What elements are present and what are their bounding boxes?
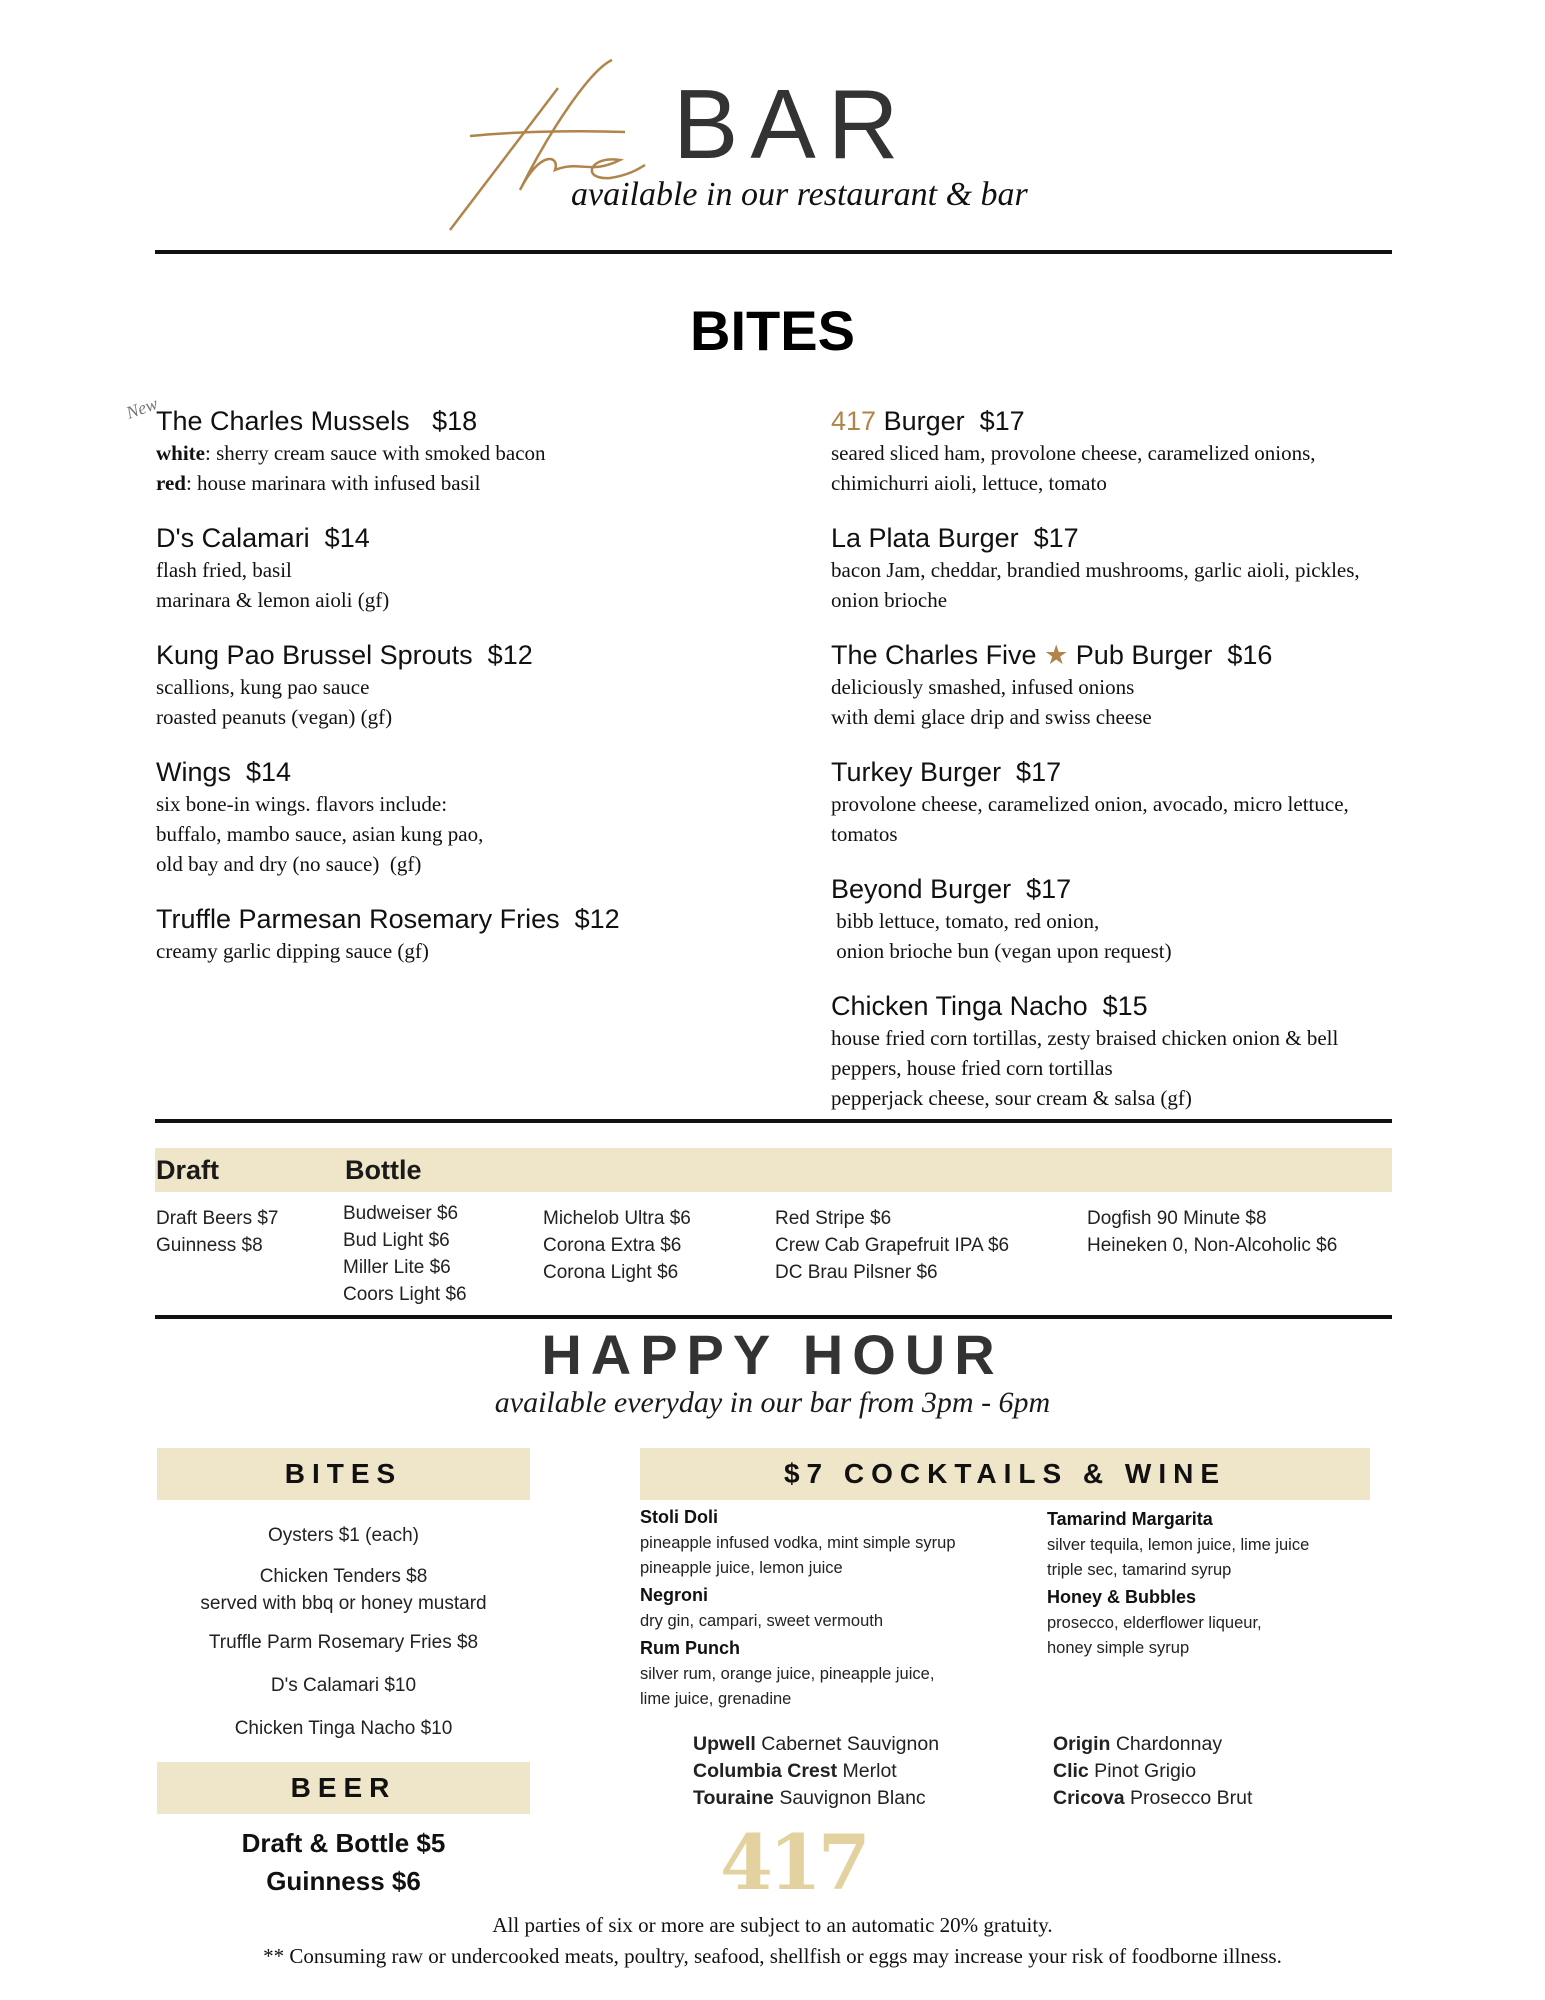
divider xyxy=(155,1119,1392,1123)
text: tomatos xyxy=(831,822,898,846)
text: Truffle Parmesan Rosemary Fries $12 xyxy=(156,904,620,934)
bold-label: Cricova xyxy=(1053,1787,1125,1809)
item-title xyxy=(831,989,1431,1023)
bold-label: Upwell xyxy=(693,1733,756,1755)
hh-bite-item: D's Calamari $10 xyxy=(270,1675,417,1696)
text: scallions, kung pao sauce xyxy=(156,675,370,699)
new-badge: New xyxy=(123,393,161,423)
text: peppers, house fried corn tortillas xyxy=(831,1056,1113,1080)
text: chimichurri aioli, lettuce, tomato xyxy=(831,471,1107,495)
beer-column xyxy=(156,1205,279,1259)
beer-item: Coors Light $6 xyxy=(343,1284,467,1305)
text: flash fried, basil xyxy=(156,558,292,582)
text: roasted peanuts (vegan) (gf) xyxy=(156,705,393,729)
item-description xyxy=(831,702,1431,732)
divider xyxy=(155,1315,1392,1319)
beer-item: Bud Light $6 xyxy=(343,1230,450,1251)
hh-bite-item: Oysters $1 (each) xyxy=(268,1525,419,1546)
wine-item xyxy=(693,1758,939,1785)
text: seared sliced ham, provolone cheese, caramelized onions, xyxy=(831,441,1316,465)
bites-heading: BITES xyxy=(690,299,855,362)
gold-accent: ★ xyxy=(1044,640,1069,670)
beer-item: Corona Light $6 xyxy=(543,1262,679,1283)
bold-label: Origin xyxy=(1053,1733,1111,1755)
bold-label: Columbia Crest xyxy=(693,1760,838,1782)
menu-item xyxy=(156,638,776,732)
menu-item xyxy=(156,521,776,615)
beer-item: Guinness $8 xyxy=(156,1235,263,1256)
item-title xyxy=(156,902,776,936)
text: marinara & lemon aioli (gf) xyxy=(156,588,390,612)
beer-column xyxy=(543,1205,691,1286)
cocktail-ingredients: pineapple infused vodka, mint simple syrup xyxy=(640,1534,956,1552)
text: Kung Pao Brussel Sprouts $12 xyxy=(156,640,533,670)
text: Sauvignon Blanc xyxy=(773,1787,926,1809)
cocktail-ingredients: silver rum, orange juice, pineapple juice, xyxy=(640,1665,935,1683)
text: bibb lettuce, tomato, red onion, xyxy=(831,909,1100,933)
item-description xyxy=(156,585,776,615)
hh-bites-band xyxy=(157,1448,530,1500)
item-title xyxy=(156,521,776,555)
item-description xyxy=(156,702,776,732)
beer-item: Red Stripe $6 xyxy=(775,1208,892,1229)
cocktail-name: Stoli Doli xyxy=(640,1507,718,1527)
item-description xyxy=(831,1083,1431,1113)
beer-item: Budweiser $6 xyxy=(343,1203,459,1224)
menu-item xyxy=(831,521,1431,615)
happy-hour-heading: HAPPY HOUR xyxy=(541,1323,1004,1386)
footer-notes xyxy=(0,1910,1545,1972)
bold-label: Clic xyxy=(1053,1760,1089,1782)
wines-right xyxy=(1053,1731,1252,1812)
text: : house marinara with infused basil xyxy=(185,471,481,495)
item-description xyxy=(156,936,776,966)
cocktail-name: Tamarind Margarita xyxy=(1047,1509,1213,1529)
item-description xyxy=(156,672,776,702)
item-description xyxy=(156,555,776,585)
text: six bone-in wings. flavors include: xyxy=(156,792,448,816)
wine-item xyxy=(1053,1758,1252,1785)
text: creamy garlic dipping sauce (gf) xyxy=(156,939,429,963)
wine-item xyxy=(693,1785,939,1812)
item-description xyxy=(831,468,1431,498)
item-description xyxy=(156,819,776,849)
cocktail-ingredients: lime juice, grenadine xyxy=(640,1690,792,1708)
item-title xyxy=(831,521,1431,555)
cocktails-heading: $7 COCKTAILS & WINE xyxy=(783,1458,1227,1489)
consumption-warning: ** Consuming raw or undercooked meats, poultry, seafood, shellfish or eggs may increase your risk of foodborne illness. xyxy=(263,1944,1282,1968)
cocktail-ingredients: triple sec, tamarind syrup xyxy=(1047,1561,1232,1579)
cocktails-band xyxy=(640,1448,1370,1500)
item-title xyxy=(156,638,776,672)
gratuity-note: All parties of six or more are subject to an automatic 20% gratuity. xyxy=(492,1913,1053,1937)
bar-logo-title: BAR xyxy=(673,69,911,179)
text: old bay and dry (no sauce) (gf) xyxy=(156,852,422,876)
item-description xyxy=(156,468,776,498)
text: with demi glace drip and swiss cheese xyxy=(831,705,1152,729)
text: Chardonnay xyxy=(1110,1733,1223,1755)
wines-left xyxy=(693,1731,939,1812)
wine-item xyxy=(1053,1731,1252,1758)
beer-item: Dogfish 90 Minute $8 xyxy=(1087,1208,1267,1229)
item-title xyxy=(831,872,1431,906)
text: onion brioche bun (vegan upon request) xyxy=(831,939,1172,963)
bold-label: white xyxy=(156,441,205,465)
beer-header-band xyxy=(155,1148,1392,1192)
beer-item: DC Brau Pilsner $6 xyxy=(775,1262,938,1283)
hh-beer-band xyxy=(157,1762,530,1814)
item-description xyxy=(156,789,776,819)
cocktail-ingredients: prosecco, elderflower liqueur, xyxy=(1047,1614,1262,1632)
menu-item xyxy=(831,989,1431,1113)
item-description xyxy=(831,1053,1431,1083)
bold-label: red xyxy=(156,471,186,495)
text: The Charles Five xyxy=(831,640,1045,670)
bites-left-column xyxy=(156,404,776,989)
beer-column xyxy=(1087,1205,1337,1259)
item-title xyxy=(156,755,776,789)
cocktails-right xyxy=(1047,1505,1309,1661)
hh-bite-item: Chicken Tinga Nacho $10 xyxy=(234,1718,453,1739)
text: La Plata Burger $17 xyxy=(831,523,1079,553)
bold-label: Touraine xyxy=(693,1787,774,1809)
cocktail-name: Negroni xyxy=(640,1585,709,1605)
item-description xyxy=(831,1023,1431,1053)
item-description xyxy=(831,819,1431,849)
item-description xyxy=(831,789,1431,819)
text: Beyond Burger $17 xyxy=(831,874,1072,904)
divider xyxy=(155,250,1392,254)
text: Prosecco Brut xyxy=(1124,1787,1253,1809)
menu-item xyxy=(831,638,1431,732)
hh-bite-item: served with bbq or honey mustard xyxy=(200,1593,487,1614)
bottle-heading: Bottle xyxy=(345,1155,422,1185)
cocktail-ingredients: silver tequila, lemon juice, lime juice xyxy=(1047,1536,1310,1554)
cocktails-left xyxy=(640,1503,956,1712)
hh-beer-heading: BEER xyxy=(290,1772,397,1803)
beer-price: Guinness $6 xyxy=(266,1866,421,1896)
item-description xyxy=(156,438,776,468)
text: Pub Burger $16 xyxy=(1068,640,1273,670)
beer-column xyxy=(775,1205,1009,1286)
draft-heading: Draft xyxy=(156,1155,220,1185)
text: Cabernet Sauvignon xyxy=(755,1733,940,1755)
happy-hour-subtitle: available everyday in our bar from 3pm - 6pm xyxy=(494,1386,1051,1419)
wine-item xyxy=(693,1731,939,1758)
item-description xyxy=(831,438,1431,468)
item-description xyxy=(831,936,1431,966)
hh-bites-list xyxy=(157,1522,530,1742)
beer-item: Heineken 0, Non-Alcoholic $6 xyxy=(1087,1235,1338,1256)
beer-column xyxy=(343,1200,467,1308)
hh-bites-heading: BITES xyxy=(284,1458,403,1489)
text: deliciously smashed, infused onions xyxy=(831,675,1135,699)
menu-item xyxy=(831,755,1431,849)
cocktail-name: Honey & Bubbles xyxy=(1047,1587,1197,1607)
text: provolone cheese, caramelized onion, avocado, micro lettuce, xyxy=(831,792,1349,816)
item-description xyxy=(831,585,1431,615)
bites-right-column xyxy=(831,404,1431,1136)
text: Chicken Tinga Nacho $15 xyxy=(831,991,1148,1021)
cocktail-ingredients: honey simple syrup xyxy=(1047,1639,1190,1657)
cocktail-ingredients: pineapple juice, lemon juice xyxy=(640,1559,843,1577)
cocktail-name: Rum Punch xyxy=(640,1638,741,1658)
item-description xyxy=(831,672,1431,702)
beer-item: Crew Cab Grapefruit IPA $6 xyxy=(775,1235,1010,1256)
beer-item: Corona Extra $6 xyxy=(543,1235,682,1256)
hh-beer-prices xyxy=(157,1824,530,1900)
item-title xyxy=(831,755,1431,789)
beer-item: Miller Lite $6 xyxy=(343,1257,451,1278)
logo-417: 417 xyxy=(720,1818,867,1907)
text: bacon Jam, cheddar, brandied mushrooms, garlic aioli, pickles, xyxy=(831,558,1360,582)
item-description xyxy=(831,555,1431,585)
menu-item xyxy=(156,755,776,879)
item-description xyxy=(156,849,776,879)
beer-item: Draft Beers $7 xyxy=(156,1208,279,1229)
gold-accent: 417 xyxy=(831,406,877,436)
menu-item xyxy=(156,902,776,966)
item-description xyxy=(831,906,1431,936)
menu-item xyxy=(831,872,1431,966)
item-title xyxy=(156,404,776,438)
menu-item xyxy=(831,404,1431,498)
item-title xyxy=(831,404,1431,438)
text: Pinot Grigio xyxy=(1088,1760,1197,1782)
text: : sherry cream sauce with smoked bacon xyxy=(205,441,546,465)
beer-price: Draft & Bottle $5 xyxy=(241,1828,446,1858)
hh-bite-item: Truffle Parm Rosemary Fries $8 xyxy=(208,1632,479,1653)
text: onion brioche xyxy=(831,588,948,612)
text: The Charles Mussels $18 xyxy=(156,406,478,436)
text: Merlot xyxy=(837,1760,897,1782)
text: Burger $17 xyxy=(876,406,1025,436)
beer-item: Michelob Ultra $6 xyxy=(543,1208,691,1229)
wine-item xyxy=(1053,1785,1252,1812)
text: Turkey Burger $17 xyxy=(831,757,1062,787)
item-title xyxy=(831,638,1431,672)
text: buffalo, mambo sauce, asian kung pao, xyxy=(156,822,484,846)
menu-item xyxy=(156,404,776,498)
text: D's Calamari $14 xyxy=(156,523,370,553)
cocktail-ingredients: dry gin, campari, sweet vermouth xyxy=(640,1612,884,1630)
header-subtitle: available in our restaurant & bar xyxy=(571,176,1028,213)
text: house fried corn tortillas, zesty braised chicken onion & bell xyxy=(831,1026,1339,1050)
text: Wings $14 xyxy=(156,757,292,787)
hh-bite-item: Chicken Tenders $8 xyxy=(259,1566,428,1587)
text: pepperjack cheese, sour cream & salsa (gf) xyxy=(831,1086,1192,1110)
